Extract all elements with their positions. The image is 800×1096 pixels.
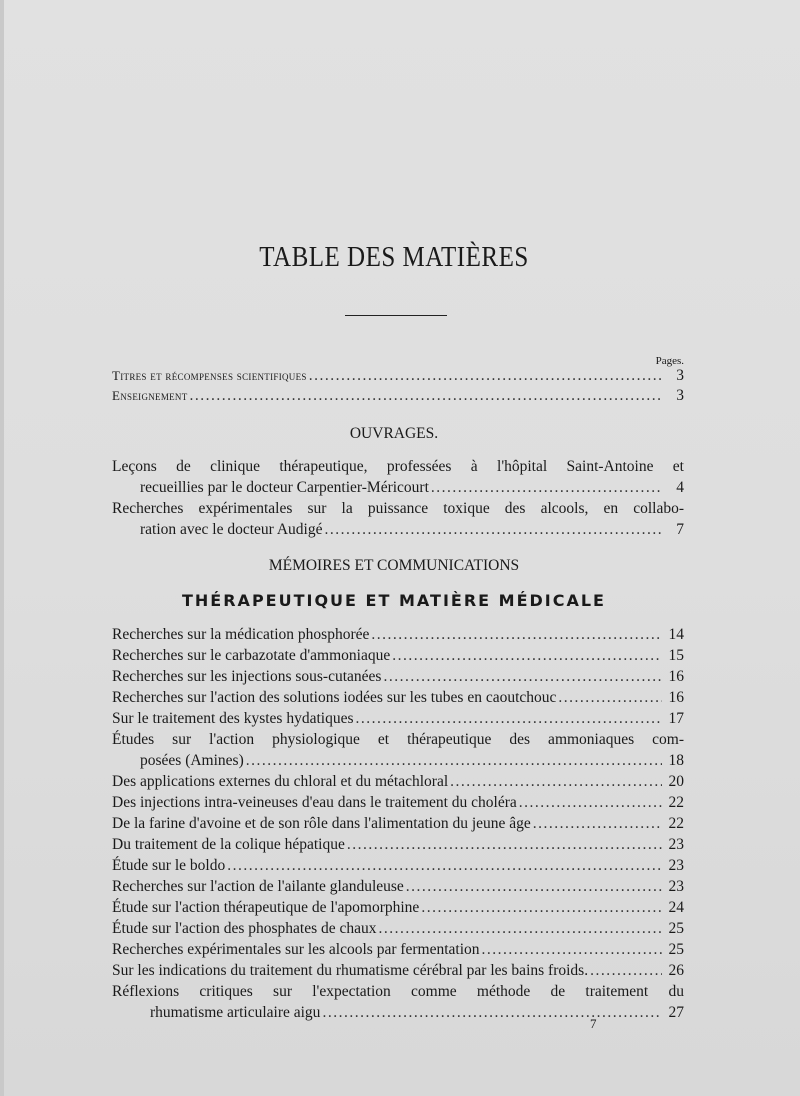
entry-page: 16 [668, 668, 684, 685]
leader-dots [558, 688, 662, 708]
toc-entry[interactable] [112, 898, 684, 918]
entry-page: 27 [668, 1004, 684, 1021]
entry-page: 20 [668, 773, 684, 790]
entry-title: Étude sur le boldo [112, 857, 226, 874]
leader-dots [406, 877, 662, 897]
entry-title: Des applications externes du chloral et du métachloral [112, 773, 449, 790]
entry-title: Étude sur l'action des phosphates de chaux [112, 920, 377, 937]
toc-entry[interactable] [112, 667, 684, 687]
entry-line: Leçons de clinique thérapeutique, professées à l'hôpital Saint-Antoine et [112, 458, 684, 475]
toc-entry[interactable] [140, 751, 684, 771]
toc-entry[interactable] [112, 646, 684, 666]
entry-page: 22 [668, 794, 684, 811]
leader-dots [246, 751, 662, 771]
entry-title: Titres et récompenses scientifiques [112, 368, 307, 383]
toc-entry[interactable] [112, 366, 684, 386]
toc-entry[interactable] [112, 688, 684, 708]
leader-dots [371, 625, 662, 645]
toc-entry[interactable] [112, 919, 684, 939]
entry-page: 22 [668, 815, 684, 832]
entry-line: Études sur l'action physiologique et thérapeutique des ammoniaques com- [112, 731, 684, 748]
leader-dots [379, 919, 663, 939]
entry-title: Recherches sur le carbazotate d'ammoniaque [112, 647, 391, 664]
entry-page: 3 [676, 387, 684, 404]
entry-page: 3 [676, 367, 684, 384]
toc-entry[interactable] [112, 961, 684, 981]
page-title: TABLE DES MATIÈRES [259, 242, 529, 273]
entry-page: 24 [668, 899, 684, 916]
section-heading: THÉRAPEUTIQUE ET MATIÈRE MÉDICALE [182, 591, 606, 610]
toc-entry[interactable] [112, 772, 684, 792]
title-rule [345, 315, 447, 316]
entry-page: 23 [668, 857, 684, 874]
entry-page: 4 [676, 479, 684, 496]
leader-dots [190, 386, 662, 406]
entry-line: Recherches expérimentales sur la puissance toxique des alcools, en collabo- [112, 500, 684, 517]
entry-title: rhumatisme articulaire aigu [150, 1004, 321, 1021]
entry-title: Sur les indications du traitement du rhumatisme cérébral par les bains froids. [112, 962, 589, 979]
leader-dots [309, 366, 662, 386]
entry-title: Recherches sur l'action de l'ailante glanduleuse [112, 878, 404, 895]
leader-dots [347, 835, 662, 855]
toc-entry[interactable] [112, 709, 684, 729]
entry-title: Étude sur l'action thérapeutique de l'apomorphine [112, 899, 420, 916]
entry-title: Des injections intra-veineuses d'eau dans le traitement du choléra [112, 794, 517, 811]
entry-title: recueillies par le docteur Carpentier-Méricourt [140, 479, 429, 496]
entry-title: Recherches sur les injections sous-cutanées [112, 668, 382, 685]
page-number: 7 [590, 1016, 597, 1031]
leader-dots [421, 898, 662, 918]
leader-dots [482, 940, 662, 960]
entry-title: Recherches sur la médication phosphorée [112, 626, 370, 643]
leader-dots [392, 646, 662, 666]
entry-page: 14 [668, 626, 684, 643]
entry-page: 7 [676, 521, 684, 538]
leader-dots [431, 478, 662, 498]
document-page [4, 0, 800, 1096]
leader-dots [322, 1003, 662, 1023]
toc-entry[interactable] [112, 877, 684, 897]
entry-title: Du traitement de la colique hépatique [112, 836, 345, 853]
entry-title: Sur le traitement des kystes hydatiques [112, 710, 354, 727]
leader-dots [450, 772, 662, 792]
entry-page: 25 [668, 941, 684, 958]
memoires-heading: MÉMOIRES ET COMMUNICATIONS [268, 557, 520, 574]
entry-title: Recherches expérimentales sur les alcools par fermentation [112, 941, 480, 958]
toc-entry[interactable] [112, 793, 684, 813]
toc-entry[interactable] [112, 814, 684, 834]
entry-page: 18 [668, 752, 684, 769]
leader-dots [519, 793, 662, 813]
entry-page: 23 [668, 878, 684, 895]
entry-line: Réflexions critiques sur l'expectation comme méthode de traitement du [112, 983, 684, 1000]
leader-dots [590, 961, 662, 981]
entry-page: 17 [668, 710, 684, 727]
toc-entry[interactable] [150, 1003, 684, 1023]
entry-page: 23 [668, 836, 684, 853]
entry-title: posées (Amines) [140, 752, 244, 769]
toc-entry[interactable] [112, 940, 684, 960]
entry-page: 15 [668, 647, 684, 664]
leader-dots [356, 709, 663, 729]
toc-entry[interactable] [140, 478, 684, 498]
leader-dots [533, 814, 662, 834]
leader-dots [227, 856, 662, 876]
entry-title: Enseignement [112, 388, 188, 403]
leader-dots [383, 667, 662, 687]
toc-entry[interactable] [112, 386, 684, 406]
toc-entry[interactable] [112, 835, 684, 855]
section-heading-ouvrages: OUVRAGES. [349, 425, 439, 442]
entry-title: ration avec le docteur Audigé [140, 521, 323, 538]
pages-column-label: Pages. [655, 355, 684, 367]
entry-title: Recherches sur l'action des solutions iodées sur les tubes en caoutchouc [112, 689, 557, 706]
entry-page: 26 [668, 962, 684, 979]
entry-title: De la farine d'avoine et de son rôle dans l'alimentation du jeune âge [112, 815, 531, 832]
toc-entry[interactable] [140, 520, 684, 540]
toc-entry[interactable] [112, 856, 684, 876]
leader-dots [324, 520, 662, 540]
toc-entry[interactable] [112, 625, 684, 645]
entry-page: 25 [668, 920, 684, 937]
entry-page: 16 [668, 689, 684, 706]
